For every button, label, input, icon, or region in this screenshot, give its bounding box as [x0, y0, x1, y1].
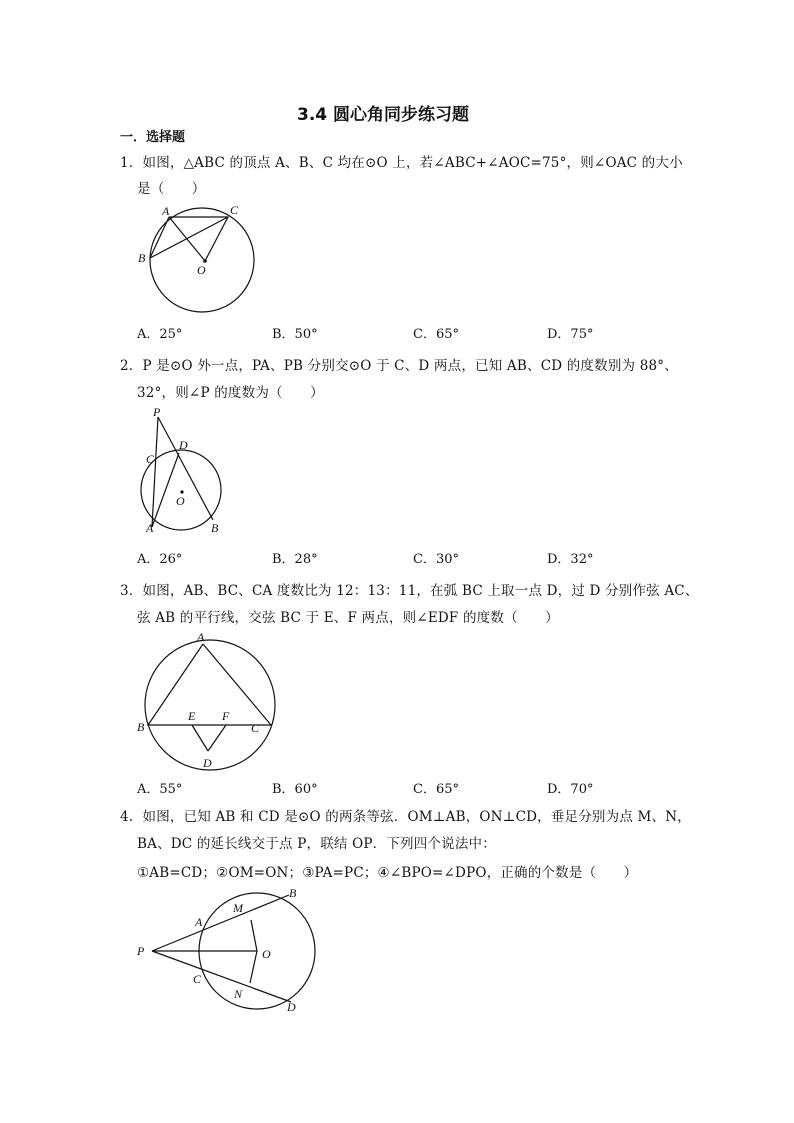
figure-label: O	[176, 494, 185, 508]
question-3-line-2: 弦 AB 的平行线，交弦 BC 于 E、F 两点，则∠EDF 的度数（ ）	[137, 610, 559, 626]
figure-label: C	[146, 452, 155, 466]
question-4-line-2: BA、DC 的延长线交于点 P，联结 OP．下列四个说法中：	[137, 836, 496, 852]
question-3-line-1: 3．如图，AB、BC、CA 度数比为 12：13：11，在弧 BC 上取一点 D，过 D 分别作弦 AC、	[120, 583, 699, 599]
figure-label: B	[138, 251, 146, 265]
figure-label: C	[251, 721, 260, 735]
question-1-option-c[interactable]: C．65°	[413, 327, 459, 342]
figure-label: B	[211, 521, 219, 535]
question-2-option-d[interactable]: D．32°	[547, 552, 594, 567]
question-1-option-a[interactable]: A．25°	[137, 327, 183, 342]
question-4-line-1: 4．如图，已知 AB 和 CD 是⊙O 的两条等弦．OM⊥AB，ON⊥CD，垂足分别为点 M、N，	[120, 809, 691, 825]
figure-label: A	[162, 204, 170, 218]
figure-label: O	[262, 947, 271, 961]
figure-label: D	[203, 756, 212, 770]
figure-label: N	[234, 987, 243, 1001]
figure-label: P	[137, 944, 145, 958]
question-2-option-a[interactable]: A．26°	[137, 552, 183, 567]
question-2-option-b[interactable]: B．28°	[272, 552, 318, 567]
figure-label: C	[230, 203, 239, 217]
figure-label: E	[188, 709, 196, 723]
question-3-option-a[interactable]: A．55°	[137, 782, 183, 797]
figure-label: A	[197, 630, 205, 644]
figure-label: D	[287, 1000, 296, 1014]
section-heading: 一．选择题	[120, 130, 186, 145]
figure-label: F	[222, 709, 230, 723]
question-4-line-3: ①AB=CD；②OM=ON；③PA=PC；④∠BPO=∠DPO，正确的个数是（ ）	[137, 865, 638, 881]
figure-label: B	[137, 720, 145, 734]
question-1-figure	[132, 200, 292, 325]
figure-label: O	[197, 263, 206, 277]
question-1-option-d[interactable]: D．75°	[547, 327, 594, 342]
figure-label: A	[146, 521, 154, 535]
question-3-figure	[133, 628, 293, 773]
figure-label: B	[289, 886, 297, 900]
question-2-option-c[interactable]: C．30°	[413, 552, 459, 567]
question-2-line-2: 32°，则∠P 的度数为（ ）	[137, 385, 324, 401]
figure-label: C	[193, 972, 202, 986]
question-1-line-2: 是（ ）	[137, 181, 206, 197]
figure-label: A	[195, 915, 203, 929]
question-3-option-d[interactable]: D．70°	[547, 782, 594, 797]
question-3-option-b[interactable]: B．60°	[272, 782, 318, 797]
figure-label: M	[233, 901, 243, 915]
question-3-option-c[interactable]: C．65°	[413, 782, 459, 797]
figure-label: P	[153, 405, 161, 419]
page-title: 3.4 圆心角同步练习题	[297, 105, 470, 125]
question-1-line-1: 1．如图，△ABC 的顶点 A、B、C 均在⊙O 上，若∠ABC+∠AOC=75°，则∠OAC 的大小	[120, 155, 683, 171]
question-2-figure	[136, 405, 256, 535]
question-4-figure	[134, 884, 334, 1019]
figure-label: D	[179, 438, 188, 452]
question-2-line-1: 2．P 是⊙O 外一点，PA、PB 分别交⊙O 于 C、D 两点，已知 AB、CD 的度数别为 88°、	[120, 358, 678, 374]
question-1-option-b[interactable]: B．50°	[272, 327, 318, 342]
